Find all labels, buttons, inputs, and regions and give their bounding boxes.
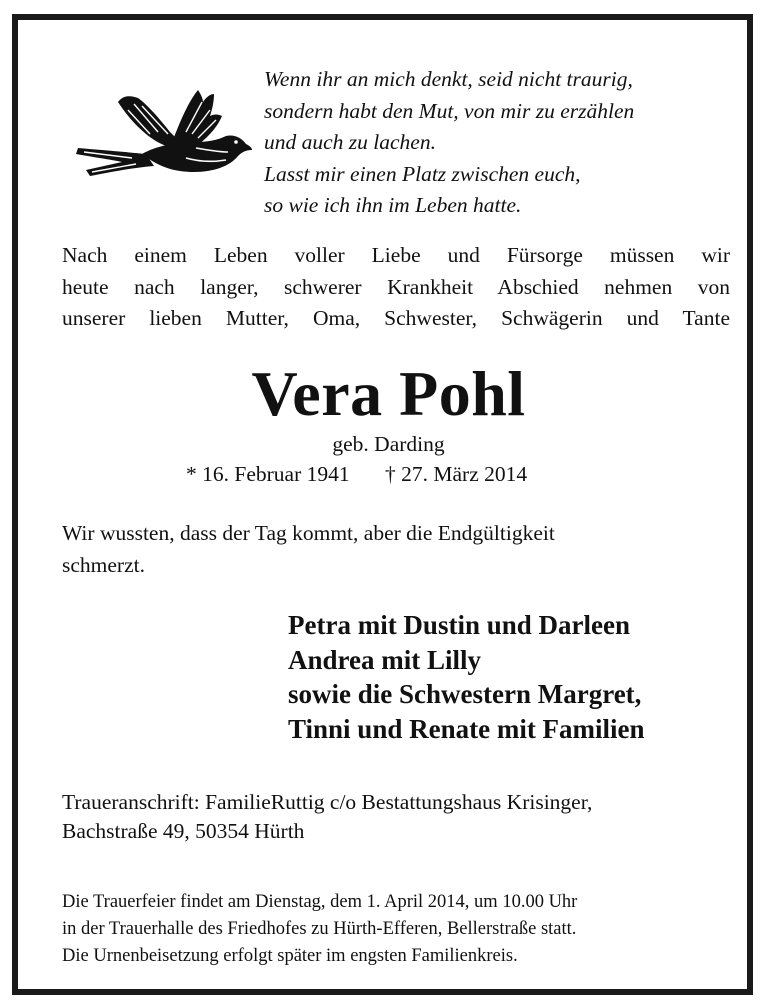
poem xyxy=(264,64,744,222)
mourner-line: Tinni und Renate mit Familien xyxy=(288,713,645,744)
poem-line: sondern habt den Mut, von mir zu erzählen xyxy=(264,98,635,123)
address-line: Traueranschrift: FamilieRuttig c/o Bestattungshaus Krisinger, xyxy=(62,790,593,814)
birth-date: * 16. Februar 1941 xyxy=(186,462,350,486)
service-info xyxy=(62,889,742,970)
mourners xyxy=(288,608,748,746)
intro-line: Nach einem Leben voller Liebe und Fürsorge müssen wir xyxy=(62,243,730,267)
deceased-name: Vera Pohl xyxy=(251,358,526,429)
maiden-name: geb. Darding xyxy=(332,432,445,456)
intro-line: heute nach langer, schwerer Krankheit Abschied nehmen von xyxy=(62,274,730,299)
service-line: Die Trauerfeier findet am Dienstag, dem 1. April 2014, um 10.00 Uhr xyxy=(62,892,578,912)
dove-icon xyxy=(76,72,254,184)
life-dates xyxy=(186,460,527,488)
obituary-frame xyxy=(12,14,753,995)
poem-line: so wie ich ihn im Leben hatte. xyxy=(264,193,522,217)
quote-line: Wir wussten, dass der Tag kommt, aber die Endgültigkeit xyxy=(62,521,555,545)
poem-line: Wenn ihr an mich denkt, seid nicht traurig, xyxy=(264,67,633,91)
intro-line: unserer lieben Mutter, Oma, Schwester, Schwägerin und Tante xyxy=(62,306,730,330)
quote-line: schmerzt. xyxy=(62,552,145,577)
address-line: Bachstraße 49, 50354 Hürth xyxy=(62,819,305,843)
service-line: in der Trauerhalle des Friedhofes zu Hürth-Efferen, Bellerstraße statt. xyxy=(62,919,577,939)
intro-text xyxy=(62,240,730,335)
mourner-line: Andrea mit Lilly xyxy=(288,644,482,675)
poem-line: Lasst mir einen Platz zwischen euch, xyxy=(264,161,581,186)
mourner-line: Petra mit Dustin und Darleen xyxy=(288,610,630,640)
service-line: Die Urnenbeisetzung erfolgt später im engsten Familienkreis. xyxy=(62,946,518,966)
death-date: † 27. März 2014 xyxy=(385,462,528,486)
closing-quote xyxy=(62,518,722,581)
mourner-line: sowie die Schwestern Margret, xyxy=(288,679,642,709)
mourning-address xyxy=(62,788,742,846)
poem-line: und auch zu lachen. xyxy=(264,130,436,154)
